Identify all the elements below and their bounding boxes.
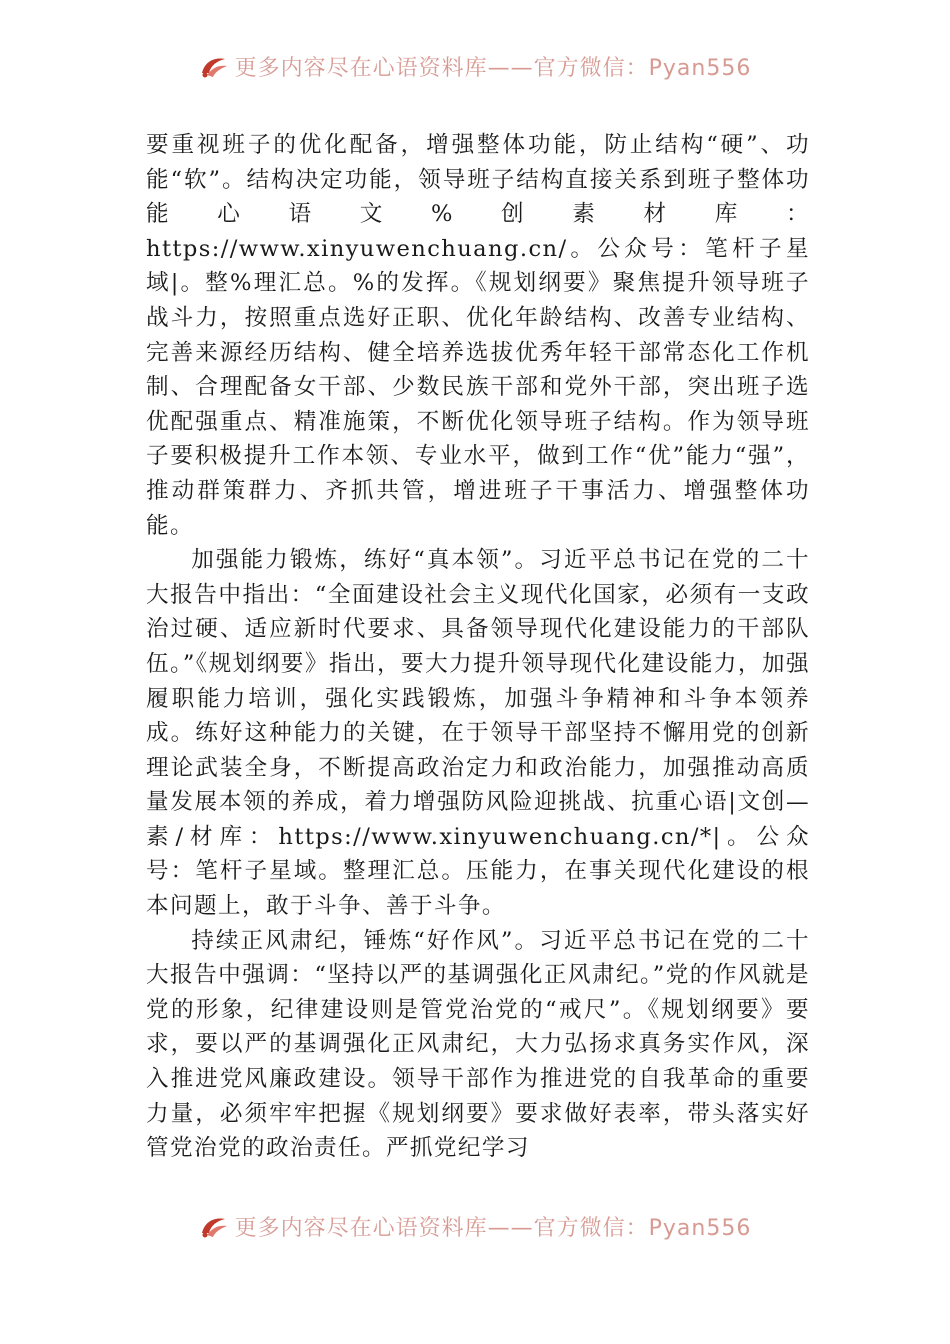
paragraph-2: 加强能力锻炼，练好“真本领”。习近平总书记在党的二十大报告中指出：“全面建设社会主义现代化国家，必须有一支政治过硬、适应新时代要求、具备领导现代化建设能力的干部队伍。”《规划纲要》指出，要大力提升领导现代化建设能力，加强履职能力培训，强化实践锻炼，加强斗争精神和斗争本领养成。练好这种能力的关键，在于领导干部坚持不懈用党的创新理论武装全身，不断提高政治定力和政治能力，加强推动高质量发展本领的养成，着力增强防风险迎挑战、抗重心语|文创—素/材库：https://www.xinyuwenchuang.cn/*|。公众号：笔杆子星域。整理汇总。压能力，在事关现代化建设的根本问题上，敢于斗争、善于斗争。 xyxy=(146,547,810,920)
footer-watermark xyxy=(0,1206,950,1246)
footer-watermark-text: 更多内容尽在心语资料库——官方微信：Pyan556 xyxy=(234,1215,752,1241)
logo-icon xyxy=(199,1213,229,1239)
paragraph-3: 持续正风肃纪，锤炼“好作风”。习近平总书记在党的二十大报告中强调：“坚持以严的基调强化正风肃纪。”党的作风就是党的形象，纪律建设则是管党治党的“戒尺”。《规划纲要》要求，要以严的基调强化正风肃纪，大力弘扬求真务实作风，深入推进党风廉政建设。领导干部作为推进党的自我革命的重要力量，必须牢牢把握《规划纲要》要求做好表率，带头落实好管党治党的政治责任。严抓党纪学习 xyxy=(146,927,810,1162)
header-watermark xyxy=(0,46,950,86)
document-body xyxy=(146,128,810,1166)
paragraph-1: 要重视班子的优化配备，增强整体功能，防止结构“硬”、功能“软”。结构决定功能，领导班子结构直接关系到班子整体功能心语文%创素材库：https://www.xinyuwenchuang.cn/。公众号：笔杆子星域|。整%理汇总。%的发挥。《规划纲要》聚焦提升领导班子战斗力，按照重点选好正职、优化年龄结构、改善专业结构、完善来源经历结构、健全培养选拔优秀年轻干部常态化工作机制、合理配备女干部、少数民族干部和党外干部，突出班子选优配强重点、精准施策，不断优化领导班子结构。作为领导班子要积极提升工作本领、专业水平，做到工作“优”能力“强”，推动群策群力、齐抓共管，增进班子干事活力、增强整体功能。 xyxy=(146,132,810,539)
logo-icon xyxy=(199,53,229,79)
header-watermark-text: 更多内容尽在心语资料库——官方微信：Pyan556 xyxy=(234,55,752,81)
